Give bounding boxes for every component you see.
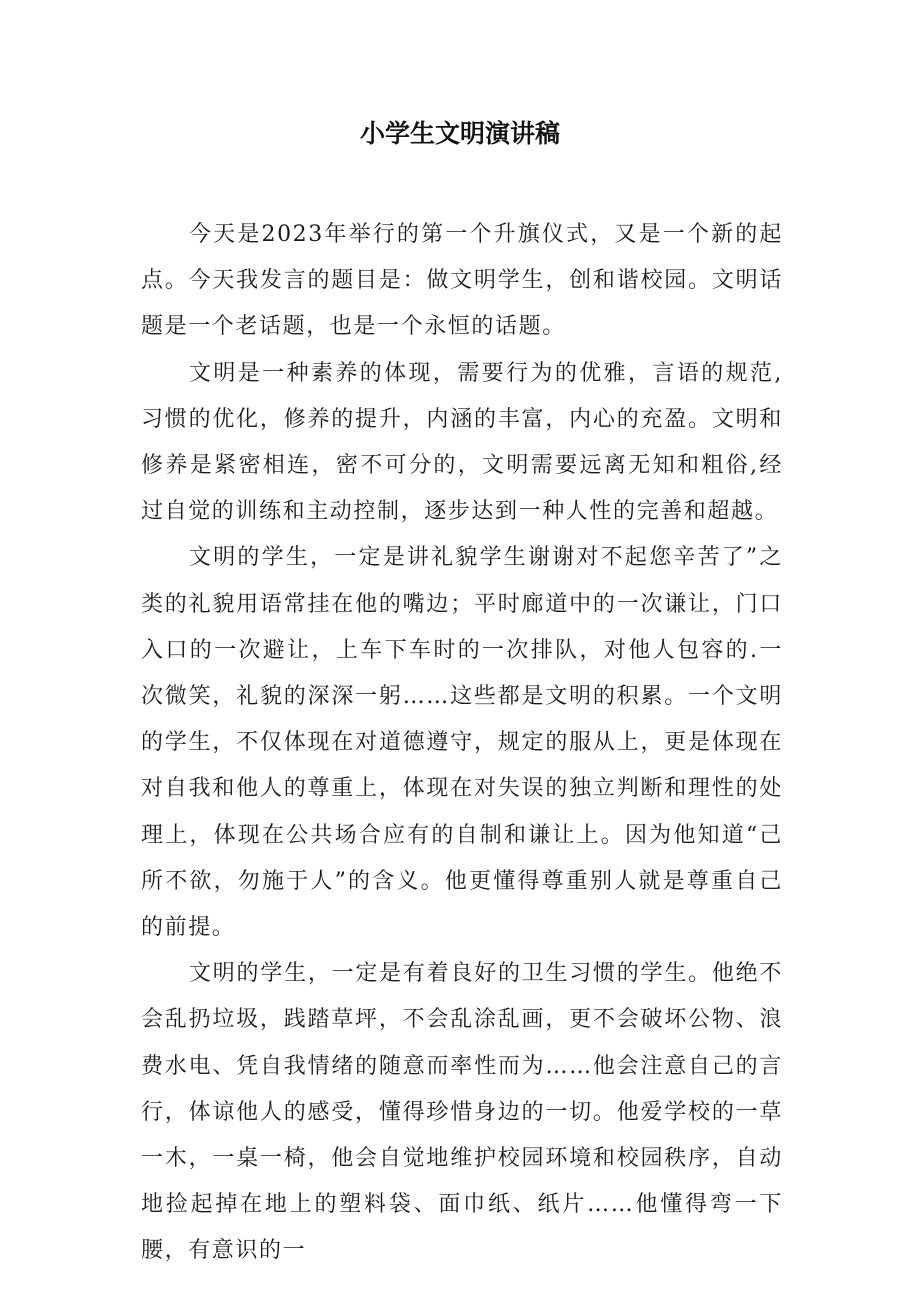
paragraph-1: 今天是2023年举行的第一个升旗仪式，又是一个新的起点。今天我发言的题目是：做文明学生，创和谐校园。文明话题是一个老话题，也是一个永恒的话题。: [141, 222, 783, 340]
paragraph-3: 文明的学生，一定是讲礼貌学生谢谢对不起您辛苦了”之类的礼貌用语常挂在他的嘴边；平时廊道中的一次谦让，门口入口的一次避让，上车下车时的一次排队，对他人包容的.一次微笑，礼貌的深深一躬……这些都是文明的积累。一个文明的学生，不仅体现在对道德遵守，规定的服从上，更是体现在对自我和他人的尊重上，体现在对失误的独立判断和理性的处理上，体现在公共场合应有的自制和谦让上。因为他知道“己所不欲，勿施于人”的含义。他更懂得尊重别人就是尊重自己的前提。: [141, 545, 783, 941]
document-body: [141, 212, 783, 1275]
paragraph-2: 文明是一种素养的体现，需要行为的优雅，言语的规范,习惯的优化，修养的提升，内涵的丰富，内心的充盈。文明和修养是紧密相连，密不可分的，文明需要远离无知和粗俗,经过自觉的训练和主动控制，逐步达到一种人性的完善和超越。: [141, 360, 783, 525]
document-title: 小学生文明演讲稿: [359, 119, 560, 148]
paragraph-4: 文明的学生，一定是有着良好的卫生习惯的学生。他绝不会乱扔垃圾，践踏草坪，不会乱涂乱画，更不会破坏公物、浪费水电、凭自我情绪的随意而率性而为……他会注意自己的言行，体谅他人的感受，懂得珍惜身边的一切。他爱学校的一草一木，一桌一椅，他会自觉地维护校园环境和校园秩序，自动地捡起掉在地上的塑料袋、面巾纸、纸片……他懂得弯一下腰，有意识的一: [141, 961, 783, 1264]
